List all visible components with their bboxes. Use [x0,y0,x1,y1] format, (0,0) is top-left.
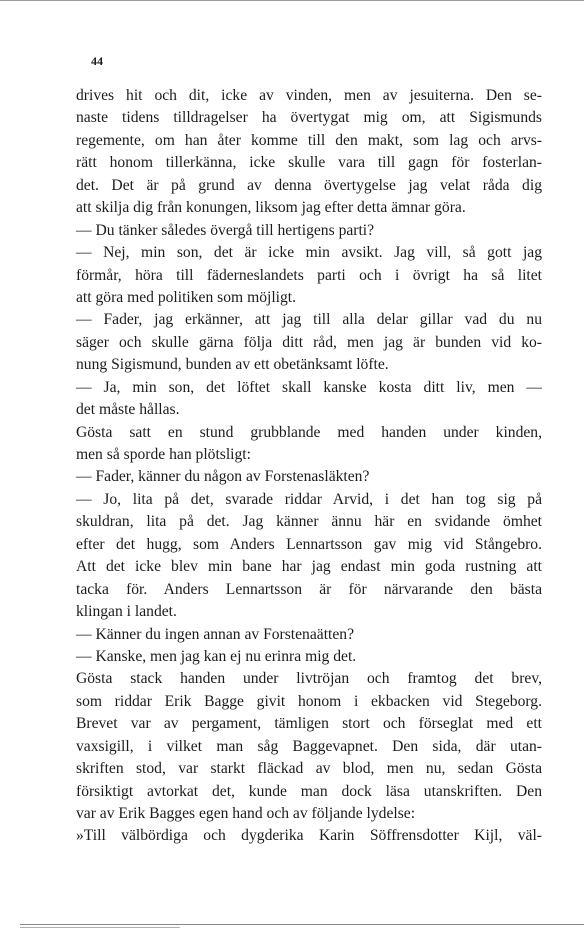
text-line: Brevet var av pergament, tämligen stort och förseglat med ett [76,715,542,733]
text-line: Att det icke blev min bane har jag endast min goda rustning att [76,558,542,576]
text-line: att skilja dig från konungen, liksom jag efter detta ämnar göra. [76,199,466,217]
text-line: naste tidens tilldragelser ha övertygat mig om, att Sigismunds [76,109,542,127]
body-text [76,85,542,848]
text-line: men så sporde han plötsligt: [76,446,251,463]
text-line: regemente, om han åter komme till den makt, som lag och arvs- [76,131,542,149]
text-line: — Ja, min son, det löftet skall kanske kosta ditt liv, men — [76,378,542,396]
top-edge-rule [0,0,584,1]
page-number: 44 [91,54,103,68]
text-line: — Jo, lita på det, svarade riddar Arvid, i det han tog sig på [76,490,542,508]
text-line: — Nej, min son, det är icke min avsikt. Jag vill, så gott jag [76,244,542,262]
text-line: vaxsigill, i vilket man såg Baggevapnet. Den sida, där utan- [76,737,542,755]
text-line: nung Sigismund, bunden av ett obetänksamt löfte. [76,356,389,374]
text-line: det. Det är på grund av denna övertygelse jag velat råda dig [76,176,542,194]
text-line: tacka för. Anders Lennartsson är för närvarande den bästa [76,580,542,598]
text-line: säger och skulle gärna följa ditt råd, men jag är bunden vid ko- [76,333,542,351]
text-line: att göra med politiken som möjligt. [76,288,297,306]
text-line: försiktigt avtorkat det, kunde man dock läsa utanskriften. Den [76,782,542,800]
text-line: rätt honom tillerkänna, icke skulle vara till gagn för fosterlan- [76,154,542,172]
text-line: — Fader, jag erkänner, att jag till alla delar gillar vad du nu [76,311,542,329]
text-line: som riddar Erik Bagge givit honom i ekbacken vid Stegeborg. [76,692,542,710]
text-line: var av Erik Bagges egen hand och av följande lydelse: [76,805,416,822]
text-line: — Kanske, men jag kan ej nu erinra mig det. [76,647,357,665]
text-line: — Fader, känner du någon av Forstenasläkten? [76,468,370,486]
bottom-edge-rule-short [20,927,180,928]
text-line: klingan i landet. [76,603,177,621]
text-line: skuldran, lita på det. Jag känner ännu här en svidande ömhet [76,513,542,531]
text-line: efter det hugg, som Anders Lennartsson gav mig vid Stångebro. [76,535,542,553]
text-line: — Känner du ingen annan av Forstenaätten? [76,625,354,643]
text-line: skriften stod, var starkt fläckad av blod, men nu, sedan Gösta [76,760,542,778]
text-line: drives hit och dit, icke av vinden, men av jesuiterna. Den se- [76,87,542,104]
text-line: — Du tänker således övergå till hertigens parti? [76,221,375,239]
text-line: »Till välbördiga och dygderika Karin Söffrensdotter Kijl, väl- [76,827,542,845]
text-line: det måste hållas. [76,401,180,419]
text-line: Gösta satt en stund grubblande med handen under kinden, [76,423,542,441]
bottom-edge-rule [20,924,584,925]
text-line: Gösta stack handen under livtröjan och framtog det brev, [76,670,542,688]
text-line: förmår, höra till fäderneslandets parti och i övrigt ha så litet [76,266,542,284]
